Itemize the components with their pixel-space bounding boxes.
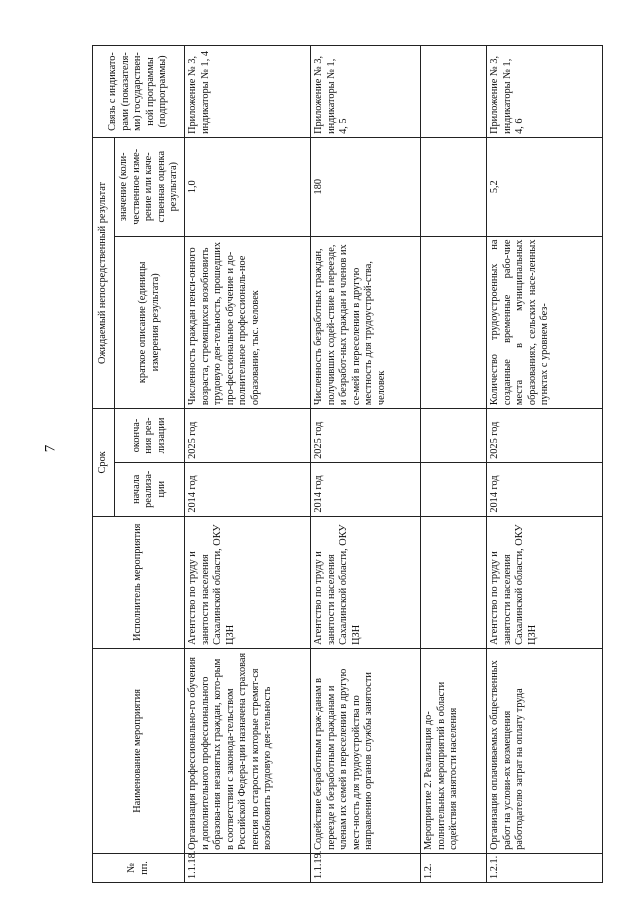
row-link: [421, 46, 487, 138]
row-result-value: 5,2: [487, 137, 603, 236]
row-start: [421, 462, 487, 516]
row-executor: [421, 516, 487, 648]
header-term: Срок: [93, 409, 115, 517]
row-link: Приложение № 3, индикаторы № 1, 4: [185, 46, 311, 138]
table-row: [487, 46, 603, 883]
row-end: [421, 409, 487, 463]
table-row: [311, 46, 421, 883]
header-executor: Исполнитель мероприятия: [93, 516, 185, 648]
row-num: 1.1.19.: [311, 853, 421, 882]
rotated-table-container: [92, 45, 602, 883]
row-end: 2025 год: [311, 409, 421, 463]
row-num: 1.2.1.: [487, 853, 603, 882]
table-row: [185, 46, 311, 883]
row-link: Приложение № 3, индикаторы № 1, 4, 5: [311, 46, 421, 138]
header-result: Ожидаемый непосредственный результат: [93, 137, 115, 408]
header-result-desc: краткое описание (единицы измерения результата): [115, 236, 185, 409]
row-name: Содействие безработным граж-данам в переезде и безработным гражданам и членам их семей в переселении в другую мест-ность для трудоустройства по направлению органов службы занятости: [311, 648, 421, 853]
row-link: Приложение № 3, индикаторы № 1, 4, 6: [487, 46, 603, 138]
row-num: 1.1.18.: [185, 853, 311, 882]
header-term-end: оконча-ния реа-лизации: [115, 409, 185, 463]
row-end: 2025 год: [185, 409, 311, 463]
row-executor: Агентство по труду и занятости населения Сахалинской области, ОКУ ЦЗН: [487, 516, 603, 648]
row-start: 2014 год: [185, 462, 311, 516]
header-link: Связь с индикато-рами (показателя-ми) государствен-ной программы (подпрограммы): [93, 46, 185, 138]
row-result-desc: [421, 236, 487, 409]
row-result-desc: Численность безработных граждан, получивших содей-ствие в переезде, и безработ-ных граждан и членов их се-мей в переселении в другую местность для трудоустрой-ства, человек: [311, 236, 421, 409]
row-result-value: 180: [311, 137, 421, 236]
row-result-value: 1,0: [185, 137, 311, 236]
row-executor: Агентство по труду и занятости населения Сахалинской области, ОКУ ЦЗН: [185, 516, 311, 648]
row-name: Мероприятие 2. Реализация до-полнительных мероприятий в области содействия занятости населения: [421, 648, 487, 853]
header-num: № пп.: [93, 853, 185, 882]
row-result-desc: Численность граждан пенси-онного возраста, стремящихся возобновить трудовую дея-тельность, прошедших про-фессиональное обучение и до-полнительное профессиональ-ное образование, тыс. человек: [185, 236, 311, 409]
header-term-start: начала реализа-ции: [115, 462, 185, 516]
row-start: 2014 год: [487, 462, 603, 516]
row-end: 2025 год: [487, 409, 603, 463]
row-num: 1.2.: [421, 853, 487, 882]
header-name: Наименование мероприятия: [93, 648, 185, 853]
page-number: 7: [42, 444, 59, 453]
row-executor: Агентство по труду и занятости населения Сахалинской области, ОКУ ЦЗН: [311, 516, 421, 648]
table-row: [421, 46, 487, 883]
row-result-value: [421, 137, 487, 236]
row-result-desc: Количество трудоустроенных на созданные временные рабо-чие места в муниципальных образованиях, сельских насе-ленных пунктах с уровнем без-: [487, 236, 603, 409]
row-name: Организация оплачиваемых общественных работ на услови-ях возмещения работодателю затрат на оплату труда: [487, 648, 603, 853]
row-name: Организация профессионально-го обучения и дополнительного профессионального образова-ния незанятых граждан, кото-рым в соответствии с законода-тельством Российской Федера-ции назначена страховая пенсия по старости и которые стремят-ся возобновить трудовую дея-тельность: [185, 648, 311, 853]
row-start: 2014 год: [311, 462, 421, 516]
header-result-value: значение (коли-чественное изме-рение или каче-ственная оценка результата): [115, 137, 185, 236]
activities-table: [92, 45, 603, 883]
